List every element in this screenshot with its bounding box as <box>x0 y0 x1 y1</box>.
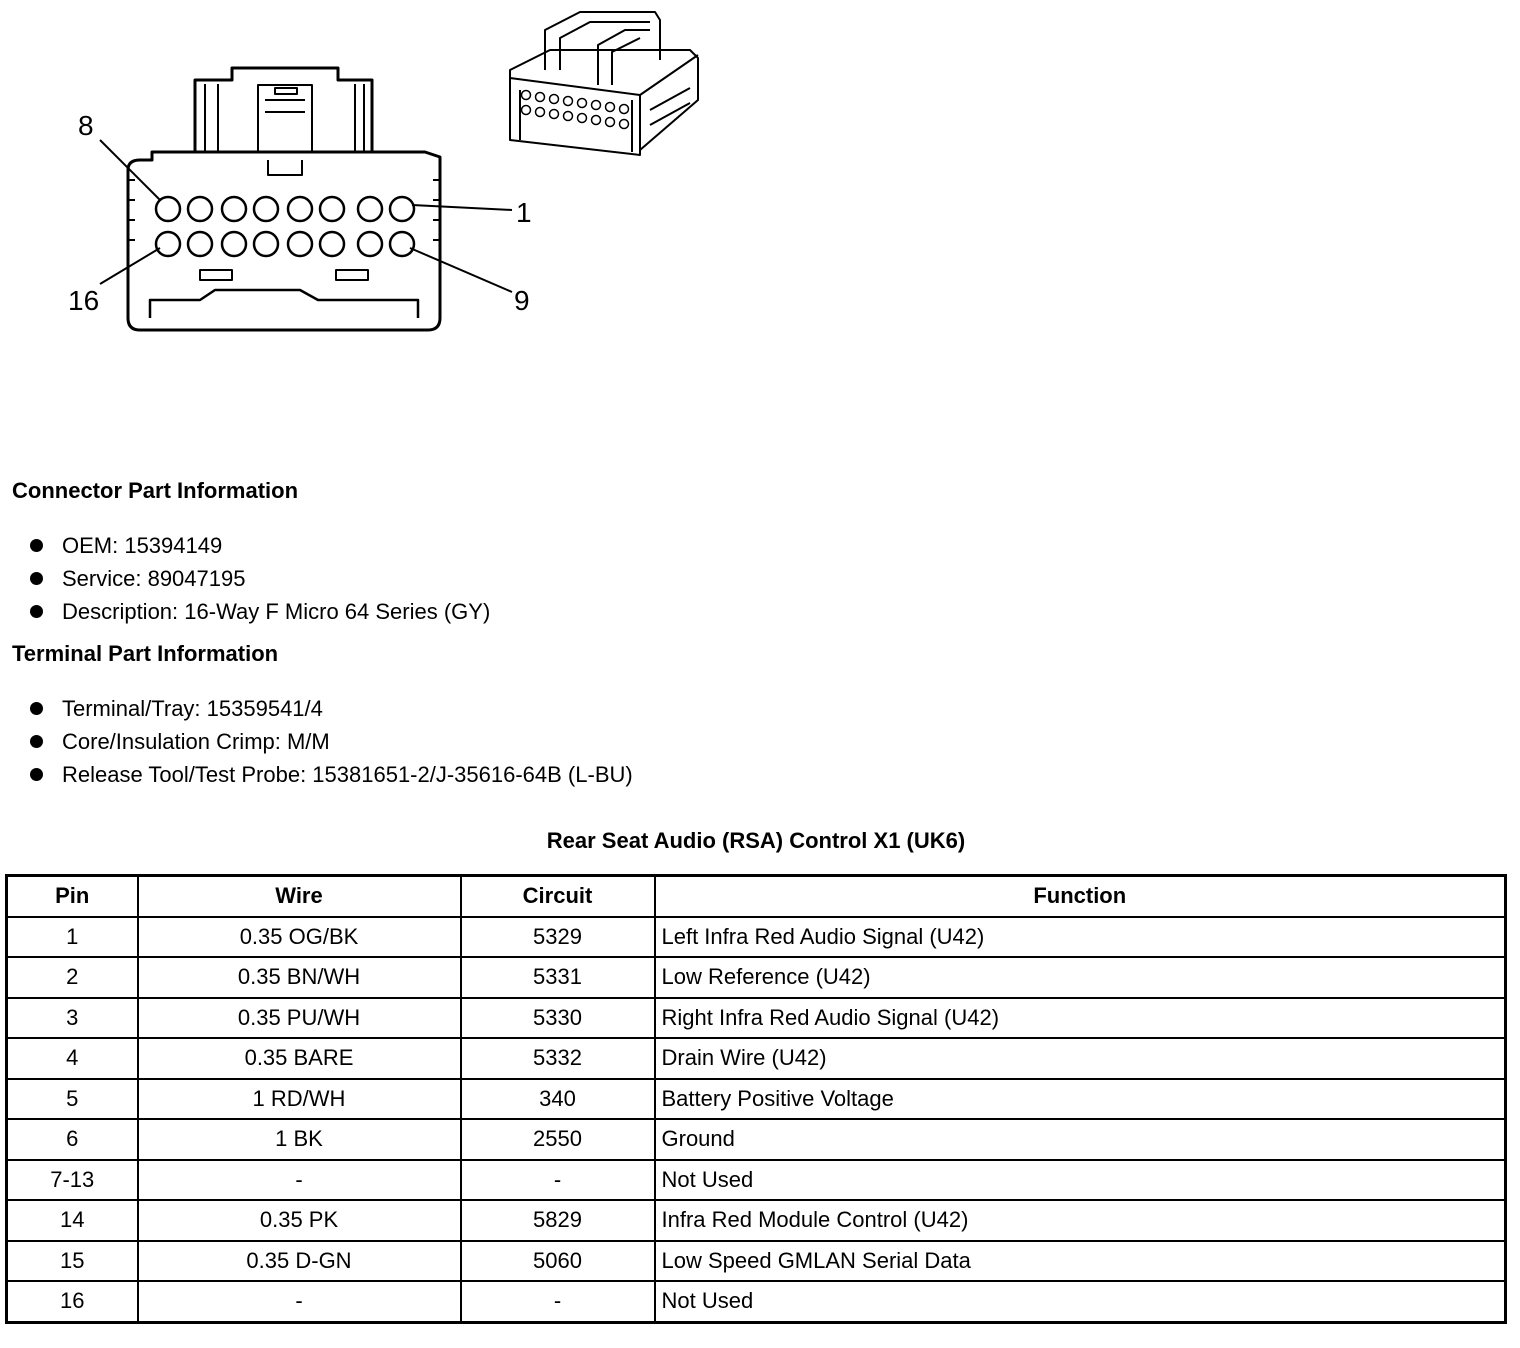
wire-cell: 0.35 OG/BK <box>138 917 461 958</box>
wire-cell: 1 RD/WH <box>138 1079 461 1120</box>
circuit-cell: 5331 <box>461 957 655 998</box>
leader-line-8 <box>100 140 160 200</box>
connector-lock-housing <box>195 68 372 152</box>
table-row <box>7 957 1506 998</box>
terminal-part-info-list <box>30 692 633 791</box>
function-cell: Low Speed GMLAN Serial Data <box>655 1241 1506 1282</box>
function-cell: Right Infra Red Audio Signal (U42) <box>655 998 1506 1039</box>
connector-isometric-view <box>510 12 698 155</box>
bullet-icon <box>30 605 43 618</box>
pin-cell: 3 <box>7 998 138 1039</box>
leader-line-16 <box>100 248 160 284</box>
bullet-icon <box>30 572 43 585</box>
wire-cell: 0.35 BN/WH <box>138 957 461 998</box>
circuit-cell: 5060 <box>461 1241 655 1282</box>
terminal-cavities-bottom-row <box>156 232 414 256</box>
wire-cell: 0.35 PK <box>138 1200 461 1241</box>
pin-label-8: 8 <box>78 110 94 141</box>
function-cell: Ground <box>655 1119 1506 1160</box>
circuit-cell: - <box>461 1281 655 1322</box>
terminal-part-info-heading: Terminal Part Information <box>12 641 279 666</box>
list-item: Service: 89047195 <box>30 562 490 595</box>
pin-label-9: 9 <box>514 285 530 316</box>
circuit-cell: - <box>461 1160 655 1201</box>
function-cell: Infra Red Module Control (U42) <box>655 1200 1506 1241</box>
bullet-icon <box>30 735 43 748</box>
pinout-table <box>5 874 1507 1324</box>
pin-cell: 15 <box>7 1241 138 1282</box>
column-header-pin: Pin <box>7 876 138 917</box>
circuit-cell: 2550 <box>461 1119 655 1160</box>
list-item: Terminal/Tray: 15359541/4 <box>30 692 633 725</box>
wire-cell: 0.35 D-GN <box>138 1241 461 1282</box>
wire-cell: 0.35 PU/WH <box>138 998 461 1039</box>
connector-part-info-list <box>30 529 490 628</box>
table-row <box>7 917 1506 958</box>
pin-cell: 7-13 <box>7 1160 138 1201</box>
pin-cell: 14 <box>7 1200 138 1241</box>
circuit-cell: 340 <box>461 1079 655 1120</box>
pin-label-16: 16 <box>68 285 100 316</box>
list-item: OEM: 15394149 <box>30 529 490 562</box>
connector-diagram <box>0 0 760 360</box>
table-row <box>7 1038 1506 1079</box>
function-cell: Drain Wire (U42) <box>655 1038 1506 1079</box>
wire-cell: - <box>138 1281 461 1322</box>
function-cell: Battery Positive Voltage <box>655 1079 1506 1120</box>
circuit-cell: 5329 <box>461 917 655 958</box>
column-header-wire: Wire <box>138 876 461 917</box>
circuit-cell: 5829 <box>461 1200 655 1241</box>
pin-cell: 16 <box>7 1281 138 1322</box>
wire-cell: 0.35 BARE <box>138 1038 461 1079</box>
table-row <box>7 998 1506 1039</box>
column-header-circuit: Circuit <box>461 876 655 917</box>
pin-cell: 6 <box>7 1119 138 1160</box>
table-row <box>7 1079 1506 1120</box>
table-row <box>7 1281 1506 1322</box>
pin-cell: 2 <box>7 957 138 998</box>
column-header-function: Function <box>655 876 1506 917</box>
pin-cell: 4 <box>7 1038 138 1079</box>
bullet-icon <box>30 702 43 715</box>
circuit-cell: 5332 <box>461 1038 655 1079</box>
table-header-row <box>7 876 1506 917</box>
connector-part-info-heading: Connector Part Information <box>12 478 299 503</box>
table-body <box>7 917 1506 1323</box>
function-cell: Left Infra Red Audio Signal (U42) <box>655 917 1506 958</box>
bullet-icon <box>30 539 43 552</box>
table-row <box>7 1119 1506 1160</box>
list-item: Core/Insulation Crimp: M/M <box>30 725 633 758</box>
leader-line-9 <box>410 248 512 292</box>
list-item: Release Tool/Test Probe: 15381651-2/J-35616-64B (L-BU) <box>30 758 633 791</box>
function-cell: Not Used <box>655 1281 1506 1322</box>
table-title: Rear Seat Audio (RSA) Control X1 (UK6) <box>546 828 966 853</box>
function-cell: Low Reference (U42) <box>655 957 1506 998</box>
leader-line-1 <box>412 205 512 210</box>
pin-label-1: 1 <box>516 197 532 228</box>
table-row <box>7 1160 1506 1201</box>
pin-cell: 5 <box>7 1079 138 1120</box>
connector-face-outline <box>128 152 440 330</box>
pin-cell: 1 <box>7 917 138 958</box>
table-row <box>7 1241 1506 1282</box>
wire-cell: 1 BK <box>138 1119 461 1160</box>
function-cell: Not Used <box>655 1160 1506 1201</box>
table-row <box>7 1200 1506 1241</box>
wire-cell: - <box>138 1160 461 1201</box>
terminal-cavities-top-row <box>156 197 414 221</box>
list-item: Description: 16-Way F Micro 64 Series (GY) <box>30 595 490 628</box>
bullet-icon <box>30 768 43 781</box>
circuit-cell: 5330 <box>461 998 655 1039</box>
